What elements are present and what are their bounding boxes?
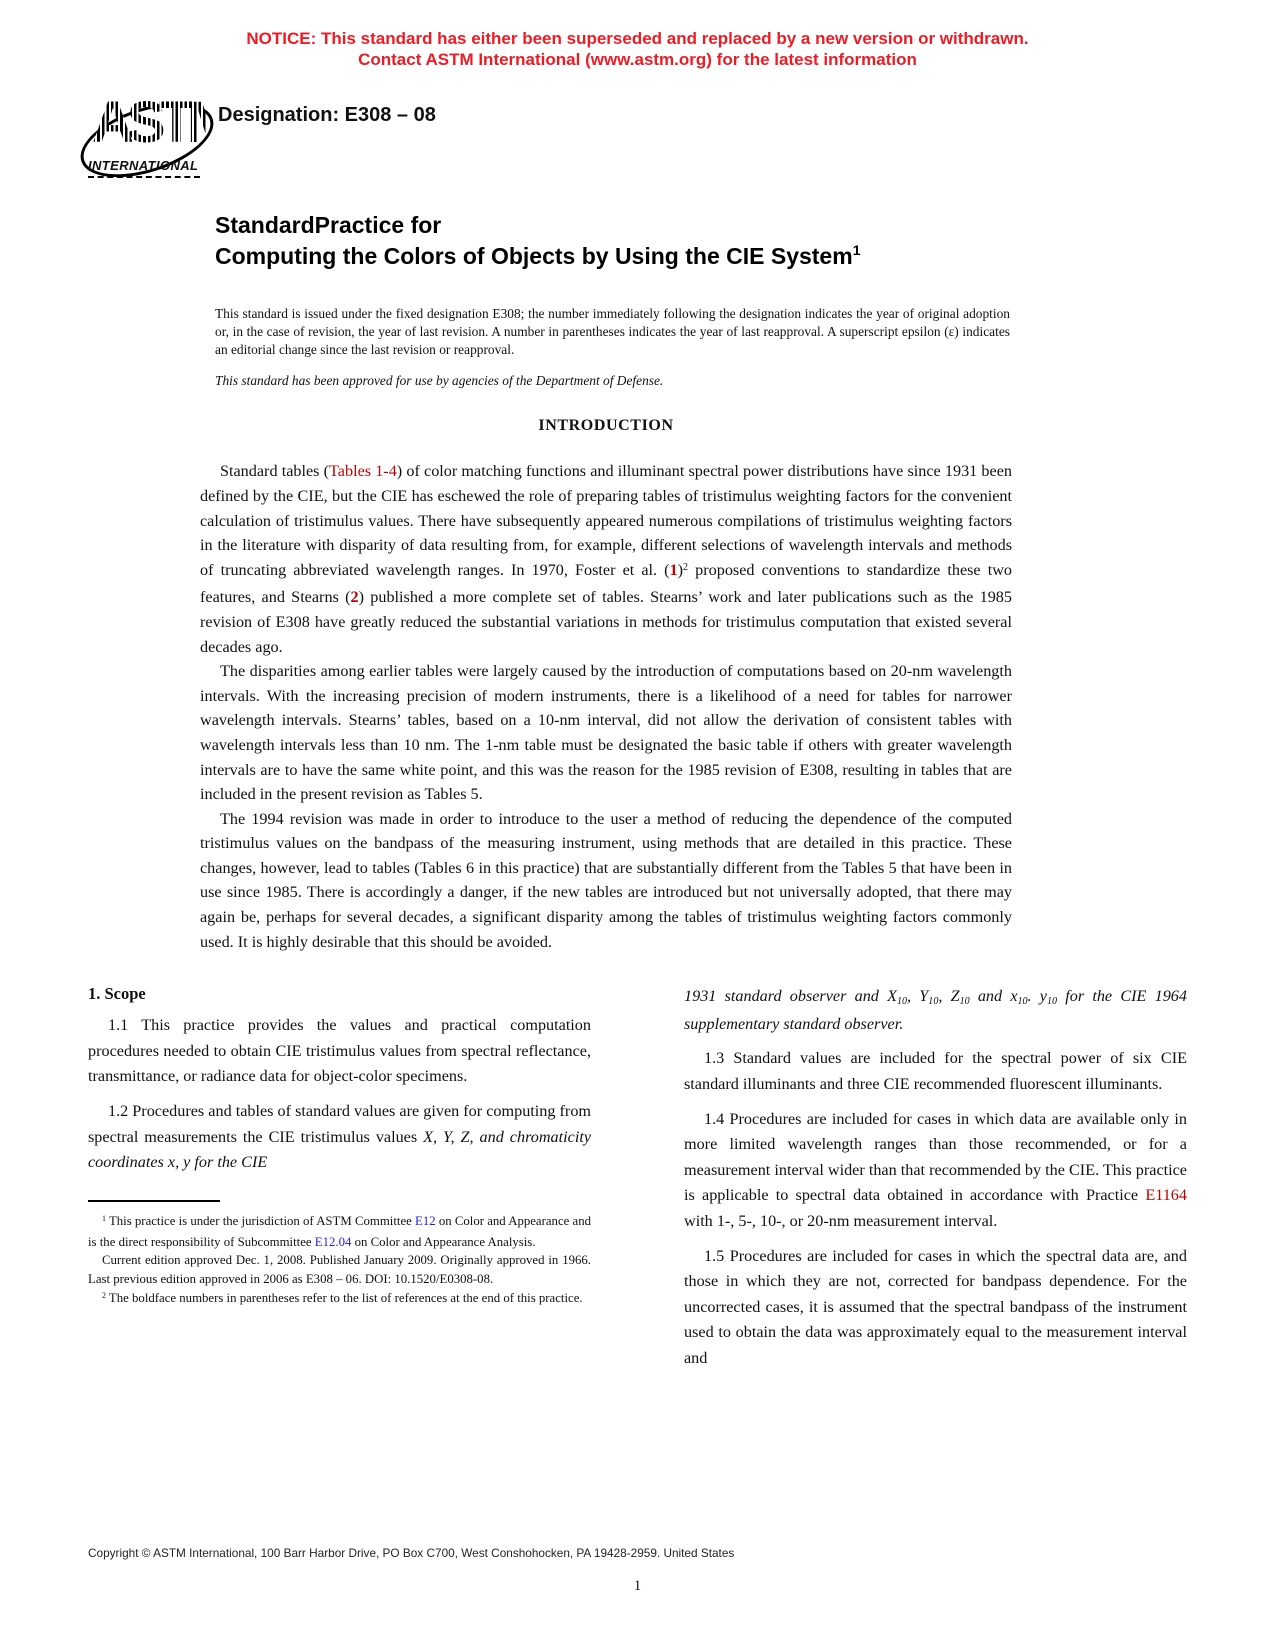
title-line2-text: Computing the Colors of Objects by Using the CIE System: [215, 243, 853, 269]
two-column-body: [88, 984, 1187, 1371]
footnote-2: [88, 1289, 591, 1310]
title-footnote-marker: 1: [852, 242, 861, 258]
text-segment: 10: [928, 996, 939, 1008]
text-segment: 1.3 Standard values are included for the spectral power of six CIE standard illuminants and three CIE recommended fluorescent illuminants.: [684, 1049, 1187, 1094]
text-segment: The disparities among earlier tables were largely caused by the introduction of computations based on 20-nm wavelength intervals. With the increasing precision of modern instruments, there is a likelihood of a need for tables for narrower wavelength intervals. Stearns’ tables, based on a 10-nm interval, did not allow the derivation of consistent tables with wavelength intervals less than 10 nm. The 1-nm table must be designated the basic table if others with greater wavelength intervals are to have the same white point, and this was the reason for the 1985 revision of E308, resulting in tables that are included in the present revision as Tables 5.: [200, 662, 1012, 804]
link-e12[interactable]: E12: [415, 1213, 436, 1228]
text-segment: , Z: [938, 987, 960, 1006]
right-column: [684, 984, 1187, 1371]
scope-paragraph-1-5: [684, 1244, 1187, 1372]
text-segment: with 1-, 5-, 10-, or 20-nm measurement interval.: [684, 1212, 998, 1231]
text-segment: Standard tables (: [220, 462, 330, 481]
logo-astm-text: ASTM: [88, 82, 206, 152]
text-segment: 1.1 This practice provides the values and practical computation procedures needed to obtain CIE tristimulus values from spectral reflectance, transmittance, or radiance data for object-color specimens.: [88, 1016, 591, 1086]
introduction-paragraph: [200, 807, 1012, 955]
superseded-notice-line1: NOTICE: This standard has either been superseded and replaced by a new version or withdrawn.: [246, 29, 1029, 48]
text-segment: 1.4 Procedures are included for cases in which data are available only in more limited wavelength ranges than those recommended, or for a measurement interval wider than that recommended by the CIE. This practice is applicable to spectral data obtained in accordance with Practice: [684, 1109, 1187, 1205]
introduction-section: [200, 417, 1012, 954]
title-line2: [215, 241, 1187, 275]
text-segment: 10: [897, 996, 908, 1008]
link-e1164[interactable]: E1164: [1145, 1186, 1187, 1205]
text-segment: The boldface numbers in parentheses refer to the list of references at the end of this practice.: [105, 1291, 583, 1306]
text-segment: This practice is under the jurisdiction of ASTM Committee: [105, 1213, 416, 1228]
text-segment: X, Y, Z, and chromaticity coordinates x, y for the CIE: [88, 1127, 592, 1172]
footnote-divider: [88, 1200, 220, 1202]
dod-approval-note: This standard has been approved for use by agencies of the Department of Defense.: [215, 373, 664, 389]
text-segment: proposed conventions to standardize these two features, and Stearns (: [200, 560, 1012, 607]
document-title: [215, 210, 1187, 275]
introduction-heading: INTRODUCTION: [538, 417, 674, 435]
masthead: [88, 82, 1187, 194]
text-segment: 10: [959, 996, 970, 1008]
text-segment: 1931 standard observer and X: [684, 987, 897, 1006]
introduction-paragraph: [200, 659, 1012, 807]
text-segment: on Color and Appearance and is the direct responsibility of Subcommittee: [88, 1213, 591, 1249]
reference-2[interactable]: 2: [350, 588, 359, 607]
footnote-1: [88, 1212, 591, 1252]
logo-international-text: INTERNATIONAL: [88, 158, 200, 178]
text-segment: and x: [969, 987, 1018, 1006]
text-segment: 1.2 Procedures and tables of standard values are given for computing from spectral measurements the CIE tristimulus values: [88, 1102, 591, 1146]
issuing-statement: This standard is issued under the fixed designation E308; the number immediately following the designation indicates the year of original adoption or, in the case of revision, the year of last revision. A number in parentheses indicates the year of last reapproval. A superscript epsilon (ε) indicates an editorial change since the last revision or reapproval.: [215, 306, 1010, 357]
text-segment: ) of color matching functions and illuminant spectral power distributions have since 1931 been defined by the CIE, but the CIE has eschewed the role of preparing tables of tristimulus weighting factors for the convenient calculation of tristimulus values. There have subsequently appeared numerous compilations of tristimulus weighting factors in the literature with disparity of data resulting from, for example, different selections of wavelength intervals and methods of truncating abbreviated wavelength ranges. In 1970, Foster et al. (: [200, 462, 1012, 579]
scope-paragraph-1-2-continued: [684, 984, 1187, 1037]
superseded-notice-line2: Contact ASTM International (www.astm.org) for the latest information: [358, 50, 917, 69]
scope-paragraph-1-3: [684, 1046, 1187, 1097]
text-segment: Current edition approved Dec. 1, 2008. Published January 2009. Originally approved in 1966. Last previous edition approved in 2006 as E308 – 06. DOI: 10.1520/E0308-08.: [88, 1253, 591, 1287]
text-segment: . y: [1027, 987, 1047, 1006]
scope-paragraph-1-4: [684, 1107, 1187, 1235]
superseded-notice: [0, 0, 1275, 70]
scope-heading: 1. Scope: [88, 984, 146, 1004]
text-segment: 10: [1017, 996, 1028, 1008]
reference-1[interactable]: 1: [669, 560, 678, 579]
scope-paragraph-1-1: [88, 1013, 591, 1090]
text-segment: ) published a more complete set of tables. Stearns’ work and later publications such as the 1985 revision of E308 have greatly reduced the substantial variations in methods for tristimulus computation that existed several decades ago.: [200, 588, 1012, 656]
copyright-line: Copyright © ASTM International, 100 Barr Harbor Drive, PO Box C700, West Conshohocken, PA 19428-2959. United States: [88, 1546, 735, 1560]
text-segment: 10: [1047, 996, 1058, 1008]
left-column: [88, 984, 591, 1371]
text-segment: 2: [683, 562, 689, 574]
text-segment: The 1994 revision was made in order to introduce to the user a method of reducing the dependence of the computed tristimulus values on the bandpass of the measuring instrument, using methods that are detailed in this practice. These changes, however, lead to tables (Tables 6 in this practice) that are substantially different from the Tables 5 that have been in use since 1985. There is accordingly a danger, if the new tables are introduced but not universally adopted, that there may again be, perhaps for several decades, a significant disparity among the tables of tristimulus weighting factors commonly used. It is highly desirable that this should be avoided.: [200, 809, 1012, 951]
text-segment: ): [677, 560, 684, 579]
scope-paragraph-1-2: [88, 1099, 591, 1176]
text-segment: on Color and Appearance Analysis.: [351, 1234, 536, 1249]
title-line1: StandardPractice for: [215, 212, 442, 238]
footnote-1-edition: [88, 1251, 591, 1289]
introduction-paragraph: [200, 459, 1012, 659]
link-e12-04[interactable]: E12.04: [314, 1234, 352, 1249]
text-segment: for the CIE 1964 supplementary standard observer.: [684, 987, 1187, 1033]
text-segment: 1: [102, 1214, 106, 1224]
link-tables-1-4[interactable]: Tables 1-4: [329, 462, 397, 481]
page-number: 1: [633, 1578, 642, 1594]
text-segment: 2: [102, 1291, 106, 1301]
astm-logo-icon: [88, 82, 229, 192]
text-segment: 1.5 Procedures are included for cases in which the spectral data are, and those in which they are not, corrected for bandpass dependence. For the uncorrected cases, it is assumed that the spectral bandpass of the instrument used to obtain the data was approximately equal to the measurement interval and: [684, 1246, 1187, 1367]
designation-label: Designation: E308 – 08: [218, 104, 436, 126]
text-segment: , Y: [907, 987, 929, 1006]
